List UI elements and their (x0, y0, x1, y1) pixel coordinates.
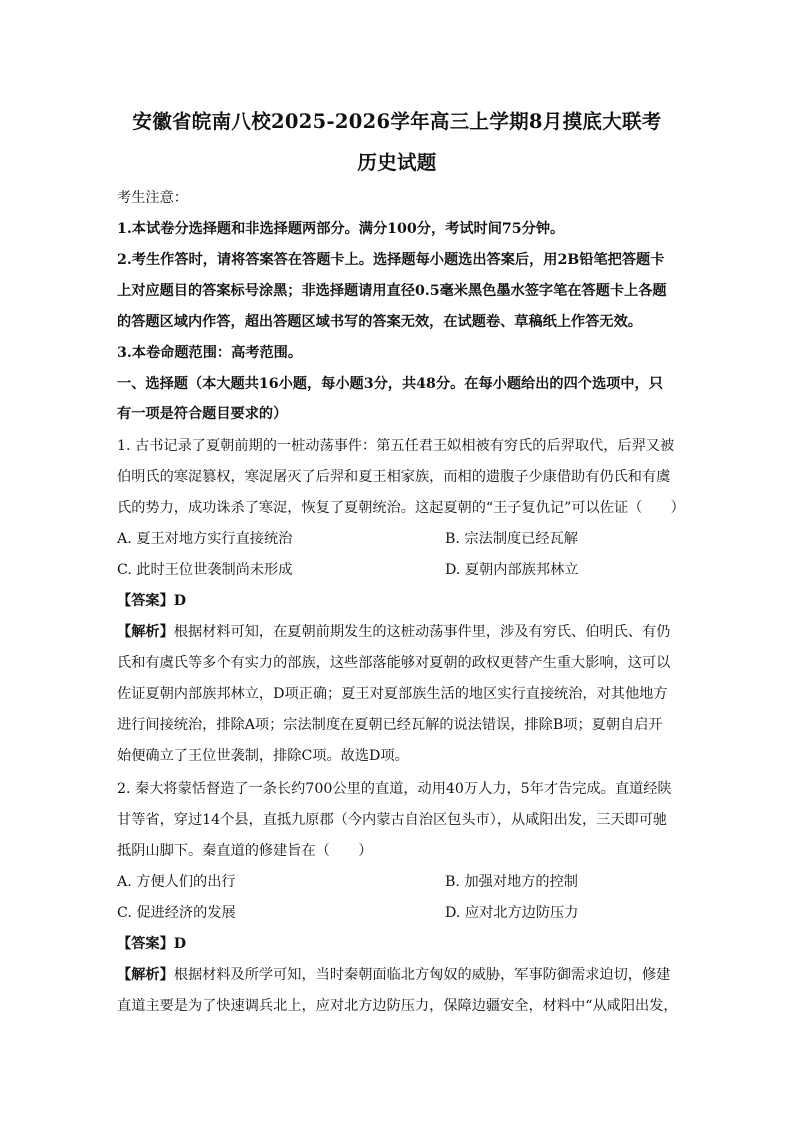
notice-item: 1.本试卷分选择题和非选择题两部分。满分100分，考试时间75分钟。 (117, 221, 565, 237)
question-2-option-d: D. 应对北方边防压力 (445, 905, 579, 921)
question-2-stem: 2. 秦大将蒙恬督造了一条长约700公里的直道，动用40万人力，5年才告完成。直道经陕 (117, 781, 672, 797)
question-1-stem: 氏的势力，成功诛杀了寒浞，恢复了夏朝统治。这起夏朝的“王子复仇记”可以佐证（ ） (117, 500, 685, 516)
notice-item: 上对应题目的答案标号涂黑；非选择题请用直径0.5毫米黑色墨水签字笔在答题卡上各题 (117, 283, 667, 299)
section-heading-cont: 有一项是符合题目要求的） (117, 406, 288, 422)
question-1-analysis (117, 622, 682, 642)
question-2-analysis (117, 965, 682, 985)
notice-item: 2.考生作答时，请将答案答在答题卡上。选择题每小题选出答案后，用2B铅笔把答题卡 (117, 252, 665, 268)
question-2-stem: 抵阴山脚下。秦直道的修建旨在（ ） (117, 843, 373, 859)
question-1-analysis: 进行间接统治，排除A项；宗法制度在夏朝已经瓦解的说法错误，排除B项；夏朝自启开 (117, 717, 663, 733)
document-subtitle: 历史试题 (357, 151, 437, 174)
question-2-option-c: C. 促进经济的发展 (117, 905, 236, 921)
notice-item: 的答题区域内作答，超出答题区域书写的答案无效，在试题卷、草稿纸上作答无效。 (117, 314, 642, 330)
question-1-stem: 1. 古书记录了夏朝前期的一桩动荡事件：第五任君王姒相被有穷氏的后羿取代，后羿又被 (117, 438, 675, 454)
analysis-text: 根据材料可知，在夏朝前期发生的这桩动荡事件里，涉及有穷氏、伯明氏、有仍 (173, 624, 671, 640)
question-1-option-c: C. 此时王位世袭制尚未形成 (117, 562, 293, 578)
question-1-option-a: A. 夏王对地方实行直接统治 (117, 531, 293, 547)
question-1-answer: 【答案】D (117, 593, 187, 609)
question-1-analysis: 氏和有虞氏等多个有实力的部族，这些部落能够对夏朝的政权更替产生重大影响，这可以 (117, 655, 671, 671)
document-title: 安徽省皖南八校2025-2026学年高三上学期8月摸底大联考 (132, 110, 662, 133)
question-1-analysis: 佐证夏朝内部族邦林立，D项正确；夏王对夏部族生活的地区实行直接统治，对其他地方 (117, 686, 668, 702)
notice-heading: 考生注意： (117, 190, 188, 206)
question-2-option-a: A. 方便人们的出行 (117, 874, 236, 890)
question-1-stem: 伯明氏的寒浞篡权，寒浞屠灭了后羿和夏王相家族，而相的遗腹子少康借助有仍氏和有虞 (117, 469, 671, 485)
question-1-option-b: B. 宗法制度已经瓦解 (445, 531, 578, 547)
question-1-analysis: 始便确立了王位世袭制，排除C项。故选D项。 (117, 748, 409, 764)
question-2-stem: 甘等省，穿过14个县，直抵九原郡（今内蒙古自治区包头市），从咸阳出发，三天即可驰 (117, 812, 668, 828)
analysis-label: 【解析】 (117, 624, 174, 640)
analysis-label: 【解析】 (117, 967, 174, 983)
question-1-option-d: D. 夏朝内部族邦林立 (445, 562, 579, 578)
question-2-analysis: 直道主要是为了快速调兵北上，应对北方边防压力，保障边疆安全，材料中“从咸阳出发， (117, 998, 678, 1014)
question-2-answer: 【答案】D (117, 936, 187, 952)
question-2-option-b: B. 加强对地方的控制 (445, 874, 578, 890)
notice-item: 3.本卷命题范围：高考范围。 (117, 345, 303, 361)
section-heading: 一、选择题（本大题共16小题，每小题3分，共48分。在每小题给出的四个选项中，只 (117, 376, 663, 392)
analysis-text: 根据材料及所学可知，当时秦朝面临北方匈奴的威胁，军事防御需求迫切，修建 (173, 967, 671, 983)
